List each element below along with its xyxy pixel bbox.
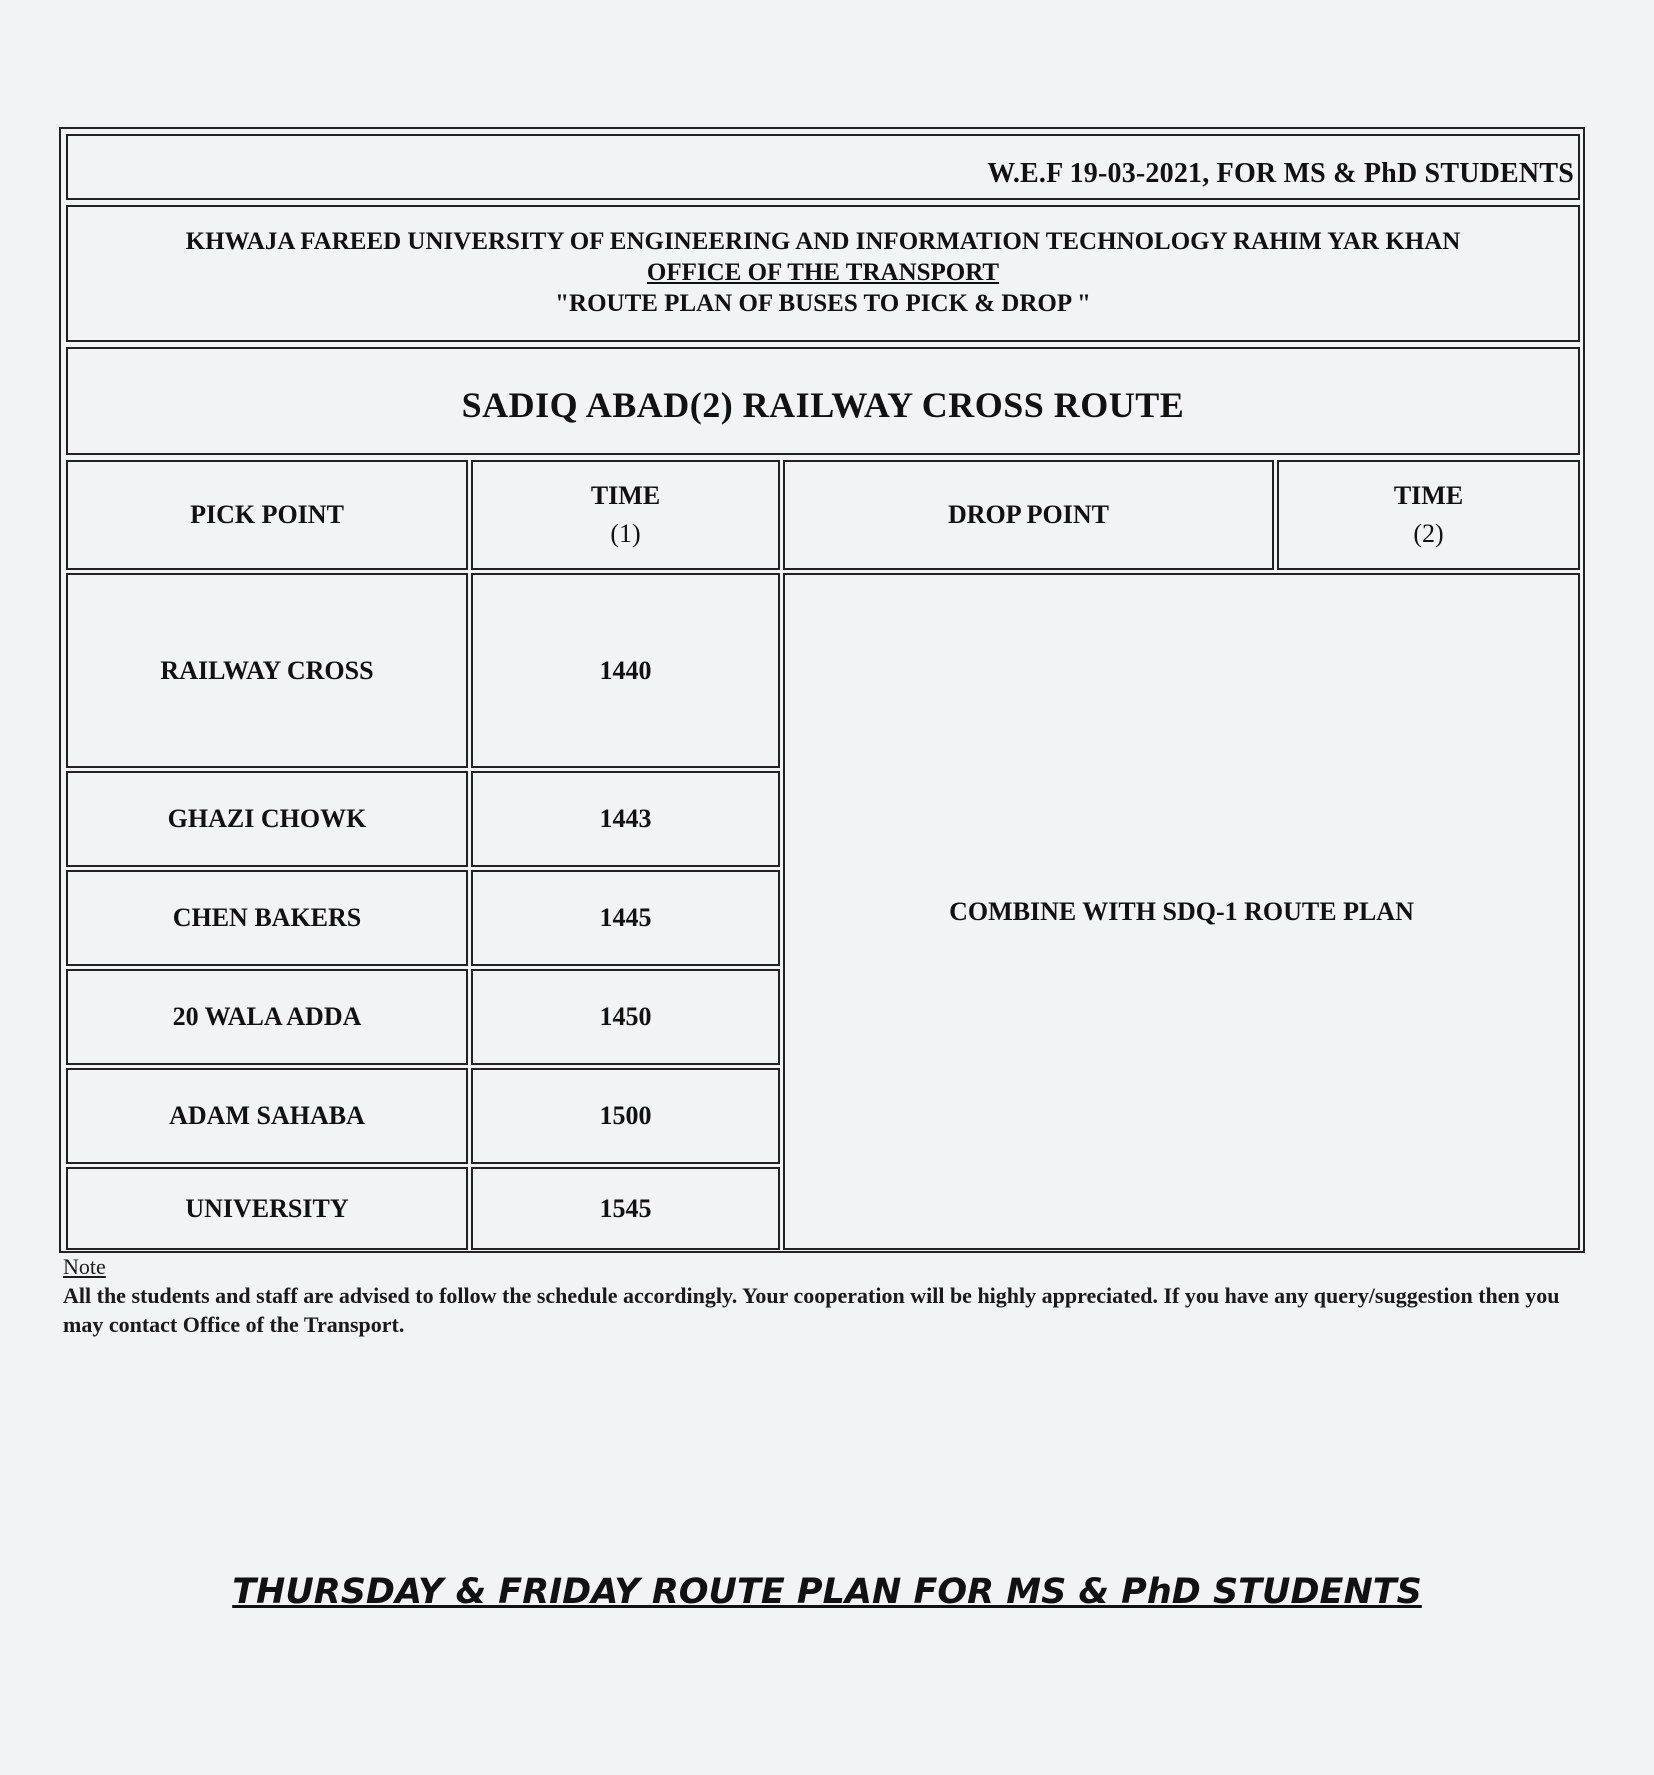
pick-point-name: CHEN BAKERS <box>172 903 362 932</box>
pick-time-value: 1450 <box>599 1002 652 1031</box>
route-title: SADIQ ABAD(2) RAILWAY CROSS ROUTE <box>461 385 1185 425</box>
pick-time-cell <box>471 969 780 1065</box>
pick-point-cell <box>66 969 468 1065</box>
pick-time-value: 1440 <box>599 655 652 685</box>
pick-time-cell <box>471 1167 780 1250</box>
footer-heading: THURSDAY & FRIDAY ROUTE PLAN FOR MS & PhD STUDENTS <box>232 1572 1422 1612</box>
document-header <box>66 205 1580 342</box>
header-time-1-label: TIME <box>590 481 661 510</box>
pick-time-cell <box>471 771 780 867</box>
plan-subtitle: "ROUTE PLAN OF BUSES TO PICK & DROP " <box>555 290 1091 317</box>
header-pick-point-label: PICK POINT <box>190 500 344 529</box>
pick-point-name: RAILWAY CROSS <box>160 655 374 685</box>
university-name: KHWAJA FAREED UNIVERSITY OF ENGINEERING AND INFORMATION TECHNOLOGY RAHIM YAR KHAN <box>185 228 1461 255</box>
pick-point-name: GHAZI CHOWK <box>167 804 367 833</box>
pick-time-value: 1443 <box>599 804 652 833</box>
pick-time-cell <box>471 573 780 768</box>
note-text: All the students and staff are advised to follow the schedule accordingly. Your cooperation will be highly appreciated. If you have any query/suggestion then you may contact Office of the Transport. <box>63 1283 1560 1337</box>
pick-time-cell <box>471 870 780 966</box>
pick-time-value: 1445 <box>599 903 652 932</box>
pick-time-value: 1500 <box>599 1101 652 1130</box>
drop-point-text: COMBINE WITH SDQ-1 ROUTE PLAN <box>949 896 1414 926</box>
header-drop-point-label: DROP POINT <box>947 500 1110 529</box>
route-title-box <box>66 347 1580 455</box>
pick-point-name: ADAM SAHABA <box>169 1101 365 1130</box>
pick-point-name: 20 WALA ADDA <box>172 1002 362 1031</box>
header-drop-point <box>783 460 1274 570</box>
note-title: Note <box>63 1254 106 1279</box>
drop-point-merged-cell <box>783 573 1580 1250</box>
pick-point-cell <box>66 771 468 867</box>
pick-time-cell <box>471 1068 780 1164</box>
pick-point-cell <box>66 1068 468 1164</box>
header-time-2-sub: (2) <box>1413 519 1444 548</box>
route-plan-sheet <box>59 127 1585 1253</box>
pick-point-cell <box>66 573 468 768</box>
pick-point-name: UNIVERSITY <box>185 1193 349 1223</box>
pick-time-value: 1545 <box>599 1193 652 1223</box>
pick-point-cell <box>66 870 468 966</box>
header-time-2-label: TIME <box>1393 481 1464 510</box>
header-time-1 <box>471 460 780 570</box>
header-time-2 <box>1277 460 1580 570</box>
header-time-1-sub: (1) <box>610 519 641 548</box>
note-section <box>63 1252 1563 1339</box>
header-pick-point <box>66 460 468 570</box>
effective-date-text: W.E.F 19-03-2021, FOR MS & PhD STUDENTS <box>987 158 1574 189</box>
effective-date-banner <box>66 134 1580 200</box>
pick-point-cell <box>66 1167 468 1250</box>
office-name: OFFICE OF THE TRANSPORT <box>646 259 1000 286</box>
